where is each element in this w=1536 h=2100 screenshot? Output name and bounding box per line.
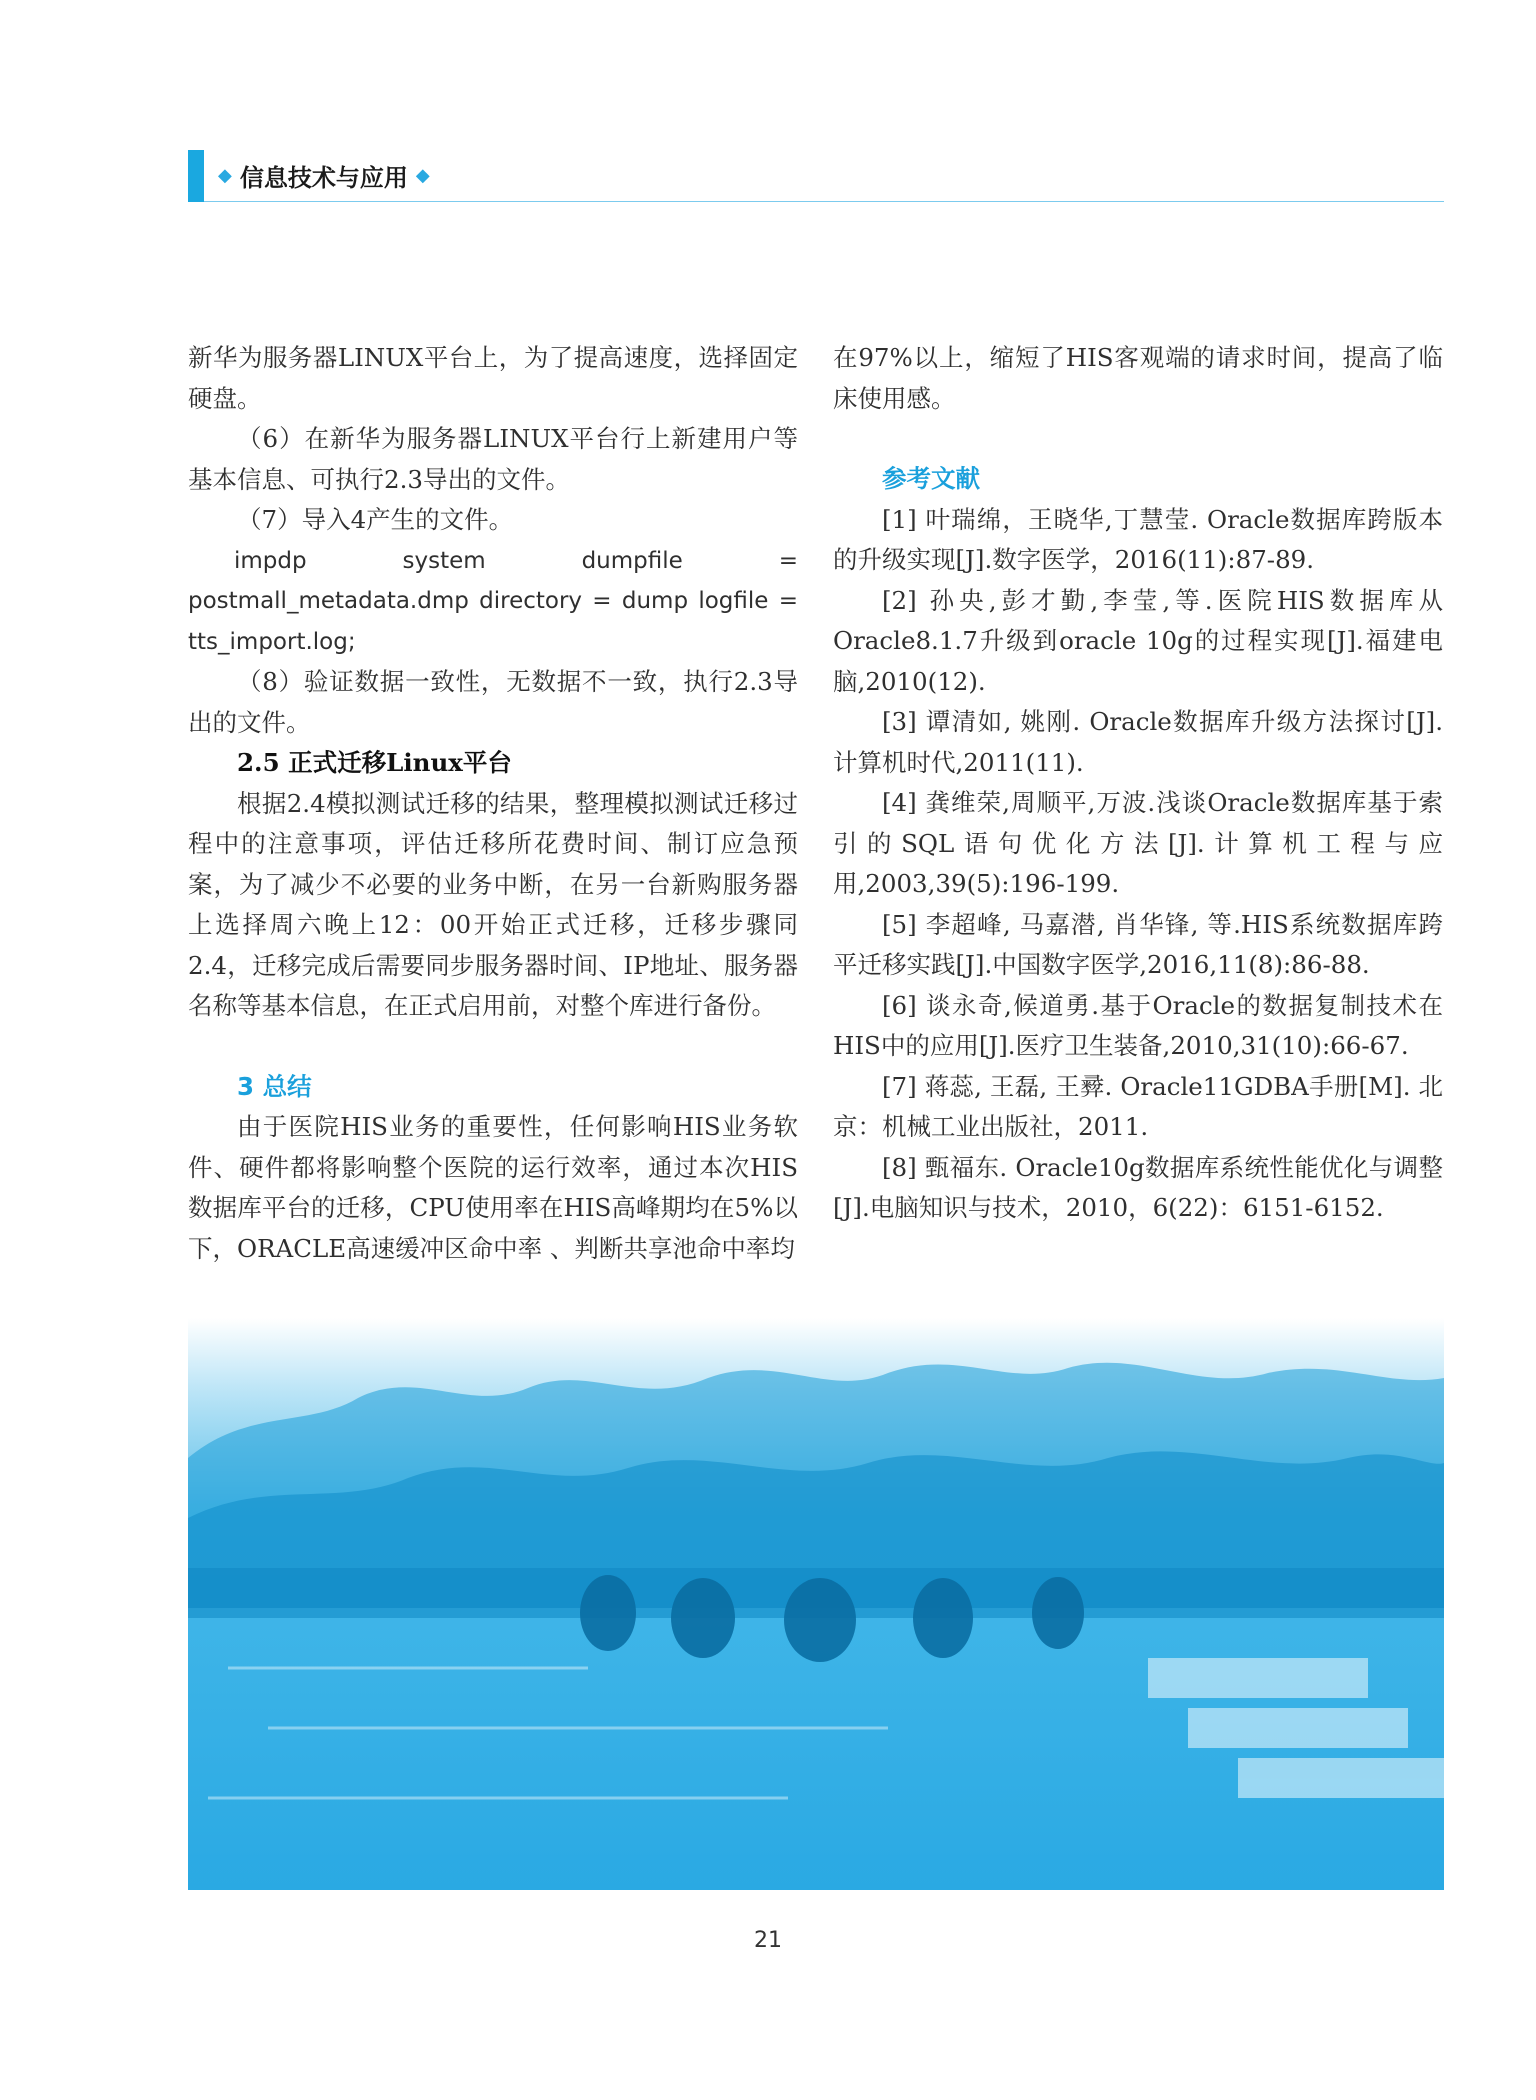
reference-item: [4] 龚维荣,周顺平,万波.浅谈Oracle数据库基于索引的SQL语句优化方法[J].计算机工程与应用,2003,39(5):196-199. [833, 788, 1443, 898]
left-column [188, 338, 798, 1269]
paragraph: （6）在新华为服务器LINUX平台行上新建用户等基本信息、可执行2.3导出的文件。 [188, 424, 798, 494]
header-title: 信息技术与应用 [239, 164, 408, 192]
paragraph: 在97%以上，缩短了HIS客观端的请求时间，提高了临床使用感。 [833, 343, 1443, 413]
right-column [833, 338, 1443, 1229]
header-rule [204, 201, 1444, 202]
paragraph: 新华为服务器LINUX平台上，为了提高速度，选择固定硬盘。 [188, 343, 798, 413]
paragraph: 由于医院HIS业务的重要性，任何影响HIS业务软件、硬件都将影响整个医院的运行效率，通过本次HIS数据库平台的迁移，CPU使用率在HIS高峰期均在5%以下，ORACLE高速缓冲区命中率 、判断共享池命中率均 [188, 1112, 798, 1263]
diamond-icon: ◆ [218, 165, 232, 186]
diamond-icon: ◆ [415, 165, 430, 186]
running-header [218, 158, 430, 193]
reference-item: [2] 孙央,彭才勤,李莹,等.医院HIS数据库从Oracle8.1.7升级到oracle 10g的过程实现[J].福建电脑,2010(12). [833, 585, 1443, 696]
reference-item: [8] 甄福东. Oracle10g数据库系统性能优化与调整[J].电脑知识与技术，2010，6(22)：6151-6152. [833, 1152, 1443, 1222]
code-line: impdp system dumpfile = postmall_metadata.dmp directory = dump logfile = tts_import.log; [188, 547, 798, 655]
reference-item: [3] 谭清如, 姚刚. Oracle数据库升级方法探讨[J]. 计算机时代,2011(11). [833, 707, 1443, 777]
paragraph: （7）导入4产生的文件。 [237, 505, 514, 534]
section-heading-2-5: 2.5 正式迁移Linux平台 [237, 748, 512, 777]
section-heading-summary: 3 总结 [237, 1071, 312, 1101]
landscape-photo [188, 1318, 1444, 1890]
reference-list [833, 500, 1443, 1229]
reference-item: [5] 李超峰, 马嘉潜, 肖华锋, 等.HIS系统数据库跨平迁移实践[J].中国数字医学,2016,11(8):86-88. [833, 909, 1443, 979]
references-heading: 参考文献 [882, 464, 980, 493]
reference-item: [1] 叶瑞绵，王晓华,丁慧莹. Oracle数据库跨版本的升级实现[J].数字医学，2016(11):87-89. [833, 504, 1443, 574]
paragraph: 根据2.4模拟测试迁移的结果，整理模拟测试迁移过程中的注意事项，评估迁移所花费时间、制订应急预案，为了减少不必要的业务中断，在另一台新购服务器上选择周六晚上12：00开始正式迁移，迁移步骤同2.4，迁移完成后需要同步服务器时间、IP地址、服务器名称等基本信息，在正式启用前，对整个库进行备份。 [188, 788, 798, 1020]
reference-item: [6] 谈永奇,候道勇.基于Oracle的数据复制技术在HIS中的应用[J].医疗卫生装备,2010,31(10):66-67. [833, 990, 1443, 1060]
reference-item: [7] 蒋蕊, 王磊, 王彛. Oracle11GDBA手册[M]. 北京：机械工业出版社，2011. [833, 1071, 1443, 1141]
page-number: 21 [754, 1928, 782, 1953]
paragraph: （8）验证数据一致性，无数据不一致，执行2.3导出的文件。 [188, 667, 798, 737]
header-accent-bar [188, 150, 204, 202]
